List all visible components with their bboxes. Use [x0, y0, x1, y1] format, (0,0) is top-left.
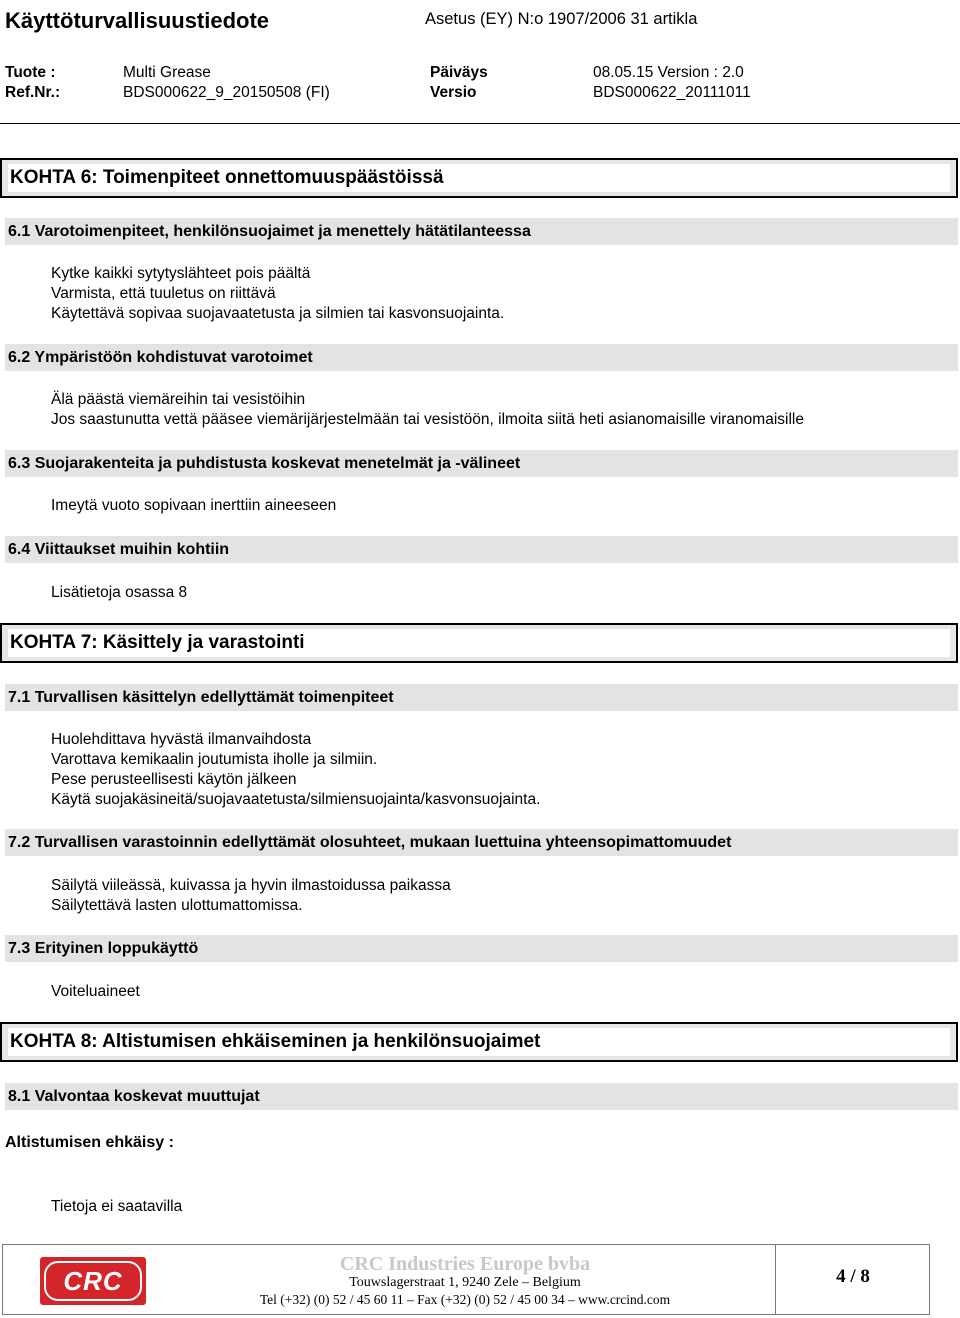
text-line: Käytä suojakäsineitä/suojavaatetusta/silmiensuojainta/kasvonsuojainta.	[51, 791, 541, 808]
section-8-heading	[0, 1022, 958, 1062]
text-line: Käytettävä sopivaa suojavaatetusta ja silmien tai kasvonsuojainta.	[51, 305, 505, 322]
text-line: Varottava kemikaalin joutumista iholle ja silmiin.	[51, 751, 378, 768]
exposure-control-value: Tietoja ei saatavilla	[51, 1198, 183, 1215]
section-6-heading	[0, 158, 958, 198]
company-contact: Tel (+32) (0) 52 / 45 60 11 – Fax (+32) (0) 52 / 45 00 34 – www.crcind.com	[259, 1292, 671, 1307]
text-line: Voiteluaineet	[51, 983, 140, 1000]
company-address: Touwslagerstraat 1, 9240 Zele – Belgium	[349, 1275, 581, 1290]
subsection-6-3-heading: 6.3 Suojarakenteita ja puhdistusta koskevat menetelmät ja -välineet	[5, 450, 958, 477]
text-line: Kytke kaikki sytytyslähteet pois päältä	[51, 265, 311, 282]
text-line: Älä päästä viemäreihin tai vesistöihin	[51, 391, 306, 408]
date-label: Päiväys	[430, 64, 488, 81]
subsection-6-2-heading: 6.2 Ympäristöön kohdistuvat varotoimet	[5, 344, 958, 371]
text-line: Jos saastunutta vettä pääsee viemärijärjestelmään tai vesistöön, ilmoita siitä heti asianomaisille viranomaisille	[51, 411, 804, 428]
ref-label: Ref.Nr.:	[5, 84, 61, 101]
text-line: Säilytä viileässä, kuivassa ja hyvin ilmastoidussa paikassa	[51, 877, 451, 894]
section-8-title: KOHTA 8: Altistumisen ehkäiseminen ja henkilönsuojaimet	[8, 1028, 950, 1056]
text-line: Pese perusteellisesti käytön jälkeen	[51, 771, 297, 788]
section-7-title: KOHTA 7: Käsittely ja varastointi	[8, 629, 950, 657]
date-value: 08.05.15 Version : 2.0	[593, 64, 744, 81]
text-line: Varmista, että tuuletus on riittävä	[51, 285, 276, 302]
header-divider	[0, 123, 960, 124]
text-line: Huolehdittava hyvästä ilmanvaihdosta	[51, 731, 312, 748]
subsection-8-1-heading: 8.1 Valvontaa koskevat muuttujat	[5, 1083, 958, 1110]
crc-logo	[40, 1257, 146, 1305]
text-line: Lisätietoja osassa 8	[51, 584, 188, 601]
company-name: CRC Industries Europe bvba	[339, 1253, 591, 1275]
section-6-title: KOHTA 6: Toimenpiteet onnettomuuspäästöissä	[8, 164, 950, 192]
ref-value: BDS000622_9_20150508 (FI)	[123, 84, 330, 101]
subsection-7-3-heading: 7.3 Erityinen loppukäyttö	[5, 935, 958, 962]
section-7-heading	[0, 623, 958, 663]
version-label: Versio	[430, 84, 477, 101]
product-label: Tuote :	[5, 64, 56, 81]
document-title: Käyttöturvallisuustiedote	[5, 8, 270, 33]
subsection-6-1-heading: 6.1 Varotoimenpiteet, henkilönsuojaimet ja menettely hätätilanteessa	[5, 218, 958, 245]
exposure-control-label: Altistumisen ehkäisy :	[5, 1134, 174, 1151]
version-value: BDS000622_20111011	[593, 84, 751, 101]
regulation-reference: Asetus (EY) N:o 1907/2006 31 artikla	[425, 10, 698, 28]
text-line: Säilytettävä lasten ulottumattomissa.	[51, 897, 303, 914]
subsection-7-1-heading: 7.1 Turvallisen käsittelyn edellyttämät toimenpiteet	[5, 684, 958, 711]
subsection-7-2-heading: 7.2 Turvallisen varastoinnin edellyttämät olosuhteet, mukaan luettuina yhteensopimattomuudet	[5, 829, 958, 856]
text-line: Imeytä vuoto sopivaan inerttiin aineeseen	[51, 497, 337, 514]
subsection-6-4-heading: 6.4 Viittaukset muihin kohtiin	[5, 536, 958, 563]
page-number-box	[775, 1244, 930, 1315]
logo-text: CRC	[44, 1261, 142, 1301]
page-number: 4 / 8	[836, 1266, 870, 1287]
product-value: Multi Grease	[123, 64, 211, 81]
